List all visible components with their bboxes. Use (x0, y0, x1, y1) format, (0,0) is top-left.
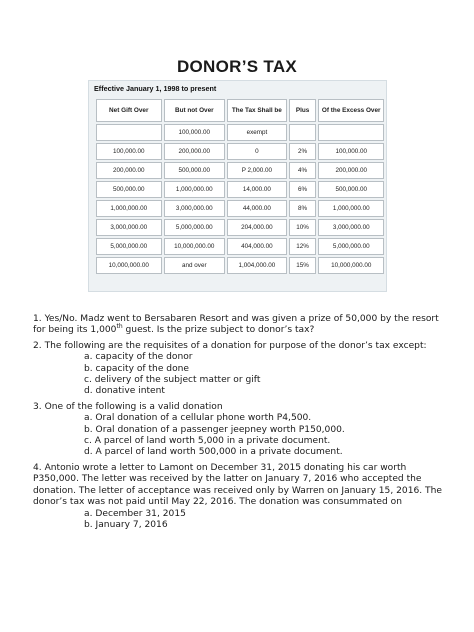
column-header: Of the Excess Over (318, 99, 384, 122)
option-d: d. A parcel of land worth 500,000 in a private document. (84, 447, 343, 458)
option-a: a. capacity of the donor (84, 352, 193, 363)
table-row (96, 181, 384, 198)
question-4 (33, 463, 443, 531)
table-cell: 3,000,000.00 (318, 219, 384, 236)
option-c: c. delivery of the subject matter or gift (84, 375, 261, 386)
column-header: Net Gift Over (96, 99, 162, 122)
table-cell: 200,000.00 (164, 143, 226, 160)
table-cell: 6% (289, 181, 317, 198)
question-3 (33, 402, 443, 459)
table-cell: 100,000.00 (164, 124, 226, 141)
table-row (96, 257, 384, 274)
question-text (33, 314, 439, 335)
donors-tax-table (94, 97, 386, 276)
table-cell: 0 (227, 143, 287, 160)
option-a: a. Oral donation of a cellular phone worth P4,500. (84, 413, 312, 424)
ordinal-suffix: th (116, 323, 123, 331)
table-cell: P 2,000.00 (227, 162, 287, 179)
question-text-part: 1. Yes/No. Madz went to Bersabaren Resort and was given a prize of 50,000 by the resort for being its 1,000 (33, 314, 439, 336)
table-cell: exempt (227, 124, 287, 141)
questions-section (33, 314, 443, 535)
table-cell: 200,000.00 (318, 162, 384, 179)
table-cell: 1,000,000.00 (318, 200, 384, 217)
table-row (96, 219, 384, 236)
table-cell: 5,000,000.00 (96, 238, 162, 255)
table-cell: 10,000,000.00 (318, 257, 384, 274)
question-text-part: guest. Is the prize subject to donor’s tax? (122, 325, 315, 336)
table-row (96, 238, 384, 255)
table-cell: 15% (289, 257, 317, 274)
table-cell: 3,000,000.00 (164, 200, 226, 217)
table-cell: 500,000.00 (96, 181, 162, 198)
table-cell: 3,000,000.00 (96, 219, 162, 236)
column-header: The Tax Shall be (227, 99, 287, 122)
table-cell: 8% (289, 200, 317, 217)
table-cell: 204,000.00 (227, 219, 287, 236)
table-cell: 2% (289, 143, 317, 160)
table-cell: 1,000,000.00 (164, 181, 226, 198)
column-header: But not Over (164, 99, 226, 122)
table-cell: 5,000,000.00 (164, 219, 226, 236)
option-c: c. A parcel of land worth 5,000 in a private document. (84, 436, 331, 447)
table-cell: 44,000.00 (227, 200, 287, 217)
question-text: 4. Antonio wrote a letter to Lamont on December 31, 2015 donating his car worth P350,000. The letter was received by the latter on January 7, 2016 who accepted the donation. The letter of acceptance was received only by Warren on January 15, 2016. The donor’s tax was not paid until May 22, 2016. The donation was consummated on (33, 462, 442, 508)
option-b: b. Oral donation of a passenger jeepney worth P150,000. (84, 424, 345, 435)
table-cell: 12% (289, 238, 317, 255)
table-cell: 404,000.00 (227, 238, 287, 255)
table-cell: 1,004,000.00 (227, 257, 287, 274)
table-cell: 200,000.00 (96, 162, 162, 179)
question-text: 3. One of the following is a valid donation (33, 401, 223, 412)
table-cell: 5,000,000.00 (318, 238, 384, 255)
table-cell: 10,000,000.00 (164, 238, 226, 255)
table-cell: and over (164, 257, 226, 274)
table-cell: 1,000,000.00 (96, 200, 162, 217)
table-cell: 4% (289, 162, 317, 179)
table-cell (318, 124, 384, 141)
question-1 (33, 314, 443, 337)
table-cell: 100,000.00 (96, 143, 162, 160)
table-cell (96, 124, 162, 141)
table-cell: 500,000.00 (164, 162, 226, 179)
question-text: 2. The following are the requisites of a donation for purpose of the donor’s tax except: (33, 340, 427, 351)
table-cell (289, 124, 317, 141)
table-row (96, 124, 384, 141)
table-cell: 500,000.00 (318, 181, 384, 198)
option-d: d. donative intent (84, 386, 165, 397)
table-row (96, 200, 384, 217)
option-b: b. capacity of the done (84, 363, 189, 374)
column-header: Plus (289, 99, 317, 122)
table-row (96, 143, 384, 160)
table-row (96, 162, 384, 179)
option-a: a. December 31, 2015 (84, 508, 186, 519)
question-2 (33, 341, 443, 398)
table-cell: 10% (289, 219, 317, 236)
tax-table-figure (88, 80, 387, 292)
table-caption: Effective January 1, 1998 to present (94, 84, 217, 93)
table-cell: 14,000.00 (227, 181, 287, 198)
table-header-row (96, 99, 384, 122)
table-cell: 100,000.00 (318, 143, 384, 160)
page-title: DONOR’S TAX (176, 57, 298, 76)
option-b: b. January 7, 2016 (84, 519, 168, 530)
table-cell: 10,000,000.00 (96, 257, 162, 274)
